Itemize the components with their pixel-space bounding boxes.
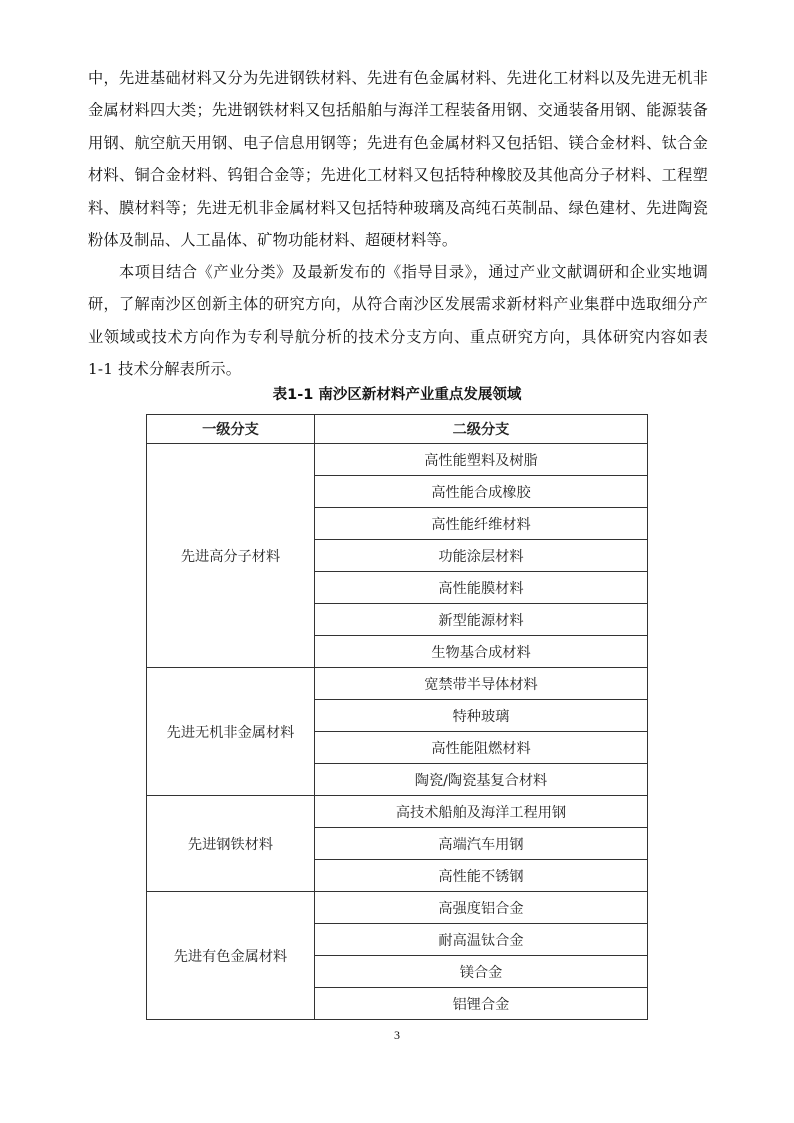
table-row [147, 892, 648, 924]
page-number: 3 [394, 1028, 400, 1042]
table-header-row [147, 415, 648, 444]
level2-cell: 高强度铝合金 [315, 892, 648, 924]
level2-cell: 高性能合成橡胶 [315, 476, 648, 508]
level2-cell: 高性能纤维材料 [315, 508, 648, 540]
level2-cell: 高性能阻燃材料 [315, 732, 648, 764]
level2-cell: 高性能不锈钢 [315, 860, 648, 892]
level2-cell: 宽禁带半导体材料 [315, 668, 648, 700]
table-row [147, 444, 648, 476]
level2-cell: 高性能塑料及树脂 [315, 444, 648, 476]
level1-cell: 先进钢铁材料 [147, 796, 315, 892]
level1-cell: 先进有色金属材料 [147, 892, 315, 1020]
level2-cell: 特种玻璃 [315, 700, 648, 732]
level2-cell: 陶瓷/陶瓷基复合材料 [315, 764, 648, 796]
level2-cell: 高性能膜材料 [315, 572, 648, 604]
header-level1: 一级分支 [147, 415, 315, 444]
level2-cell: 高端汽车用钢 [315, 828, 648, 860]
level2-cell: 耐高温钛合金 [315, 924, 648, 956]
level2-cell: 铝锂合金 [315, 988, 648, 1020]
level2-cell: 功能涂层材料 [315, 540, 648, 572]
body-paragraph: 中，先进基础材料又分为先进钢铁材料、先进有色金属材料、先进化工材料以及先进无机非金属材料四大类；先进钢铁材料又包括船舶与海洋工程装备用钢、交通装备用钢、能源装备用钢、航空航天用钢、电子信息用钢等；先进有色金属材料又包括铝、镁合金材料、钛合金材料、铜合金材料、钨钼合金等；先进化工材料又包括特种橡胶及其他高分子材料、工程塑料、膜材料等；先进无机非金属材料又包括特种玻璃及高纯石英制品、绿色建材、先进陶瓷粉体及制品、人工晶体、矿物功能材料、超硬材料等。 [88, 69, 708, 250]
level2-cell: 高技术船舶及海洋工程用钢 [315, 796, 648, 828]
level1-cell: 先进无机非金属材料 [147, 668, 315, 796]
table-row [147, 668, 648, 700]
level1-cell: 先进高分子材料 [147, 444, 315, 668]
body-paragraph: 本项目结合《产业分类》及最新发布的《指导目录》，通过产业文献调研和企业实地调研，了解南沙区创新主体的研究方向，从符合南沙区发展需求新材料产业集群中选取细分产业领域或技术方向作为专利导航分析的技术分支方向、重点研究方向，具体研究内容如表 1-1 技术分解表所示。 [88, 263, 708, 379]
level2-cell: 生物基合成材料 [315, 636, 648, 668]
header-level2: 二级分支 [315, 415, 648, 444]
level2-cell: 新型能源材料 [315, 604, 648, 636]
table-row [147, 796, 648, 828]
tech-breakdown-table [146, 414, 648, 1020]
table-caption: 表1-1 南沙区新材料产业重点发展领域 [272, 387, 522, 403]
level2-cell: 镁合金 [315, 956, 648, 988]
